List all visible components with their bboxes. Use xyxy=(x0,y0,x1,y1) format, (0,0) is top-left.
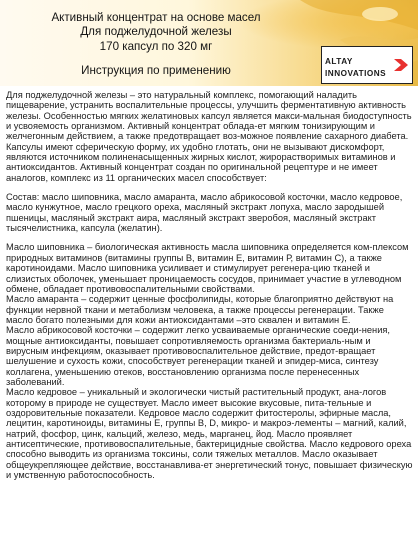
instruction-heading: Инструкция по применению xyxy=(81,64,231,77)
intro-paragraph: Для поджелудочной железы – это натуральный комплекс, помогающий наладить пищеварение, устранить воспалительные процессы, улучшить ферментативную активность железы. Особенностью мягких желатиновых капсул является макси-мальная биодоступность и усвояемость организмом. Активный концентрат облада-ет мягким тонизирующим и желчегонным действием, а также предотвращает воз-можное появление сахарного диабета. xyxy=(6,90,412,142)
rosehip-paragraph: Масло шиповника – биологическая активность масла шиповника определяется ком-плексом природных витаминов (витамины группы В, витамин Е, витамин Р, витамин С), а также каротиноидами. Масло шиповника усиливает и стимулирует регенера-цию тканей и слизистых оболочек, уменьшает проницаемость сосудов, принимает участие в углеводном обмене, обладает противовоспалительными свойствами. xyxy=(6,242,409,294)
brand-arrow-icon xyxy=(393,58,409,72)
instruction-text xyxy=(6,90,413,480)
brand-logo xyxy=(321,46,413,84)
header-banner xyxy=(0,0,418,86)
brand-name-line1: ALTAY xyxy=(325,57,353,66)
cedar-paragraph: Масло кедровое – уникальный и экологически чистый растительный продукт, ана-логов которому в природе не существует. Масло имеет высокие вкусовые, пита-тельные и оздоровительные показатели. Кедровое масло содержит фитостеролы, эфирные масла, лецитин, каротиноиды, витамины Е, группы В, D, микро- и макроэ-лементы – магний, калий, натрий, фосфор, цинк, кальций, железо, медь, марганец, йод. Масло проявляет антисептические, противовоспалительные, бактерицидные свойства. Масло кедрового ореха способно выводить из организма токсины, соли тяжелых металлов. Масло оказывает общеукрепляющее действие, восстанавлива-ет энергетический тонус, повышает физическую и умственную работоспособность. xyxy=(6,387,413,481)
product-package: 170 капсул по 320 мг xyxy=(99,40,213,53)
brand-name-line2: INNOVATIONS xyxy=(325,69,387,78)
apricot-paragraph: Масло абрикосовой косточки – содержит легко усваиваемые органические соеди-нения, мощные антиоксиданты, повышает сопротивляемость организма бактериаль-ным и вирусным инфекциям, оказывает противовоспалительное действие, предот-вращает шелушение и сухость кожи, способствует регенерации тканей и эпидер-миса, синтезу коллагена, уменьшению отеков, восстановлению организма после перенесенных заболеваний. xyxy=(6,325,391,387)
product-title: Активный концентрат на основе масел xyxy=(51,11,261,24)
capsules-paragraph: Капсулы имеют сферическую форму, их удобно глотать, они не вызывают дискомфорт, являются источником полиненасыщенных жирных кислот, жирорастворимых витаминов и антиоксидантов. Активный концентрат создан по оригинальной рецептуре и не имеет аналогов, комплекс из 11 органических масел способствует: xyxy=(6,141,396,183)
product-purpose: Для поджелудочной железы xyxy=(80,25,232,38)
amaranth-paragraph: Масло амаранта – содержит ценные фосфолипиды, которые благоприятно действуют на функции нервной ткани и метаболизм человека, а также процессы регенерации. Также масло богато полезными для кожи антиоксидантами –это сквален и витамин Е. xyxy=(6,294,394,325)
composition-paragraph: Состав: масло шиповника, масло амаранта, масло абрикосовой косточки, масло кедровое, масло кунжутное, масло грецкого ореха, масляный экстракт лопуха, масло зародышей пшеницы, масляный экстракт аира, масляный экстракт зверобоя, масляный экстракт тысячелистника, капсула (желатин). xyxy=(6,192,403,234)
